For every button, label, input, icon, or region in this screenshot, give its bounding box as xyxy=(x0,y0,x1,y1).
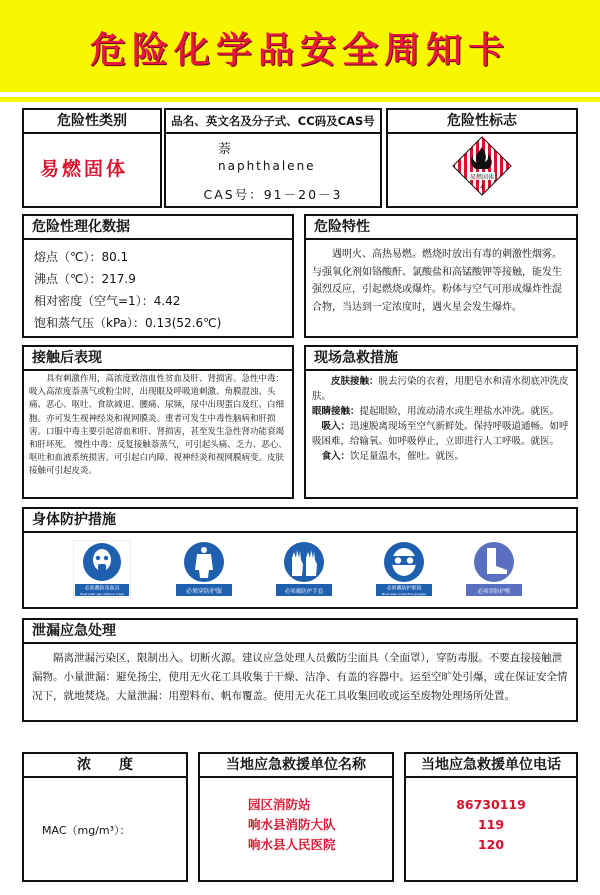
first-aid-skin-text: 脱去污染的衣着，用肥皂水和清水彻底冲洗皮肤。 xyxy=(312,376,569,402)
product-en-name: naphthalene xyxy=(218,159,316,173)
sign-class-number: 4 xyxy=(480,184,484,191)
ppe-goggles-sub: Must wear protective goggles xyxy=(381,592,427,596)
ppe-gas-mask-label: 必须戴防毒面具 xyxy=(84,585,120,592)
first-aid-title: 现场急救措施 xyxy=(306,347,576,371)
product-cn-name: 萘 xyxy=(218,142,232,157)
spill-title: 泄漏应急处理 xyxy=(24,620,576,644)
vapor-pressure: 饱和蒸气压（kPa）：0.13(52.6℃) xyxy=(34,316,222,330)
goggles-icon xyxy=(375,540,433,598)
hazard-category-title: 危险性类别 xyxy=(24,110,160,134)
protective-suit-icon xyxy=(175,540,233,598)
exposure-title: 接触后表现 xyxy=(24,347,292,371)
ppe-goggles-label: 必须戴防护眼镜 xyxy=(386,585,422,592)
first-aid-skin xyxy=(312,374,570,404)
melting-point: 熔点（℃）：80.1 xyxy=(34,250,129,264)
hazard-properties-box xyxy=(304,214,578,338)
product-box xyxy=(164,108,382,208)
first-aid-box xyxy=(304,345,578,499)
sign-text: 易燃固体 xyxy=(469,174,495,181)
relative-density: 相对密度（空气=1）：4.42 xyxy=(34,294,181,308)
rescue-unit-1: 园区消防站 xyxy=(248,797,311,812)
first-aid-ingestion-text: 饮足量温水，催吐。就医。 xyxy=(350,451,465,462)
rescue-phone-1: 86730119 xyxy=(456,797,526,812)
product-cas: CAS号：91－20－3 xyxy=(203,187,343,202)
first-aid-inhalation xyxy=(312,419,570,449)
first-aid-skin-label: 皮肤接触： xyxy=(331,376,379,387)
rescue-unit-2: 响水县消防大队 xyxy=(248,817,336,832)
ppe-protective-suit xyxy=(174,540,234,602)
hazard-properties-text: 遇明火、高热易燃。燃烧时放出有毒的刺激性烟雾。与强氧化剂如铬酸酐、氯酸盐和高锰酸钾等接触，能发生强烈反应，引起燃烧或爆炸。粉体与空气可形成爆炸性混合物，当达到一定浓度时，遇火星会发生爆炸。 xyxy=(312,249,562,313)
gas-mask-icon xyxy=(73,540,131,598)
hazard-symbol-box xyxy=(386,108,578,208)
first-aid-ingestion-label: 食入： xyxy=(321,451,351,462)
ppe-gas-mask xyxy=(72,540,132,602)
spill-text: 隔离泄漏污染区，限制出入。切断火源。建议应急处理人员戴防尘面具（全面罩），穿防毒服。不要直接接触泄漏物。小量泄漏：避免扬尘，使用无火花工具收集于干燥、洁净、有盖的容器中。运至空旷处引爆，或在保证安全情况下，就地焚烧。大量泄漏：用塑料布、帆布覆盖。使用无火花工具收集回收或运至废物处理场所处置。 xyxy=(32,652,568,702)
ppe-gas-mask-sub: Must wear gas defence mask xyxy=(80,592,124,596)
physical-data-box xyxy=(22,214,294,338)
header-divider xyxy=(0,97,600,102)
ppe-gloves xyxy=(274,540,334,602)
first-aid-eye-label: 眼睛接触： xyxy=(312,406,360,417)
boots-icon xyxy=(465,540,523,598)
gloves-icon xyxy=(275,540,333,598)
rescue-phone-3: 120 xyxy=(477,837,505,852)
hazard-category-value: 易燃固体 xyxy=(40,158,129,180)
hazard-properties-title: 危险特性 xyxy=(306,216,576,240)
ppe-boots-label: 必须穿防护鞋 xyxy=(477,589,511,595)
first-aid-ingestion xyxy=(312,449,570,464)
rescue-units-title: 当地应急救援单位名称 xyxy=(200,754,392,778)
rescue-unit-3: 响水县人民医院 xyxy=(248,837,336,852)
first-aid-inhalation-text: 迅速脱离现场至空气新鲜处。保持呼吸道通畅。如呼吸困难，给输氧。如呼吸停止，立即进行人工呼吸。就医。 xyxy=(312,421,569,447)
physical-data-title: 危险性理化数据 xyxy=(24,216,292,240)
ppe-title: 身体防护措施 xyxy=(24,509,576,533)
rescue-units-box xyxy=(198,752,394,882)
ppe-goggles xyxy=(374,540,434,602)
rescue-phone-2: 119 xyxy=(477,817,505,832)
rescue-phones-title: 当地应急救援单位电话 xyxy=(406,754,576,778)
first-aid-inhalation-label: 吸入： xyxy=(321,421,351,432)
concentration-title: 浓 度 xyxy=(24,754,186,778)
product-title: 品名、英文名及分子式、CC码及CAS号 xyxy=(166,110,380,134)
hazard-category-box xyxy=(22,108,162,208)
flammable-solid-sign xyxy=(452,136,512,196)
exposure-text: 具有刺激作用，高浓度致溶血性贫血及肝、肾损害。急性中毒：吸入高浓度萘蒸气或粉尘时，出现眼及呼吸道刺激、角膜混浊、头痛、恶心、呕吐、食欲减退、腰痛、尿频，尿中出现蛋白及红、白细胞。亦可发生视神经炎和视网膜炎。重者可发生中毒性脑病和肝损害。口服中毒主要引起溶血和肝、肾损害，甚至发生急性肾功能衰竭和肝坏死。 慢性中毒：反复接触萘蒸气，可引起头痛、乏力、恶心、呕吐和血液系统损害。可引起白内障、视神经炎和视网膜病变。皮肤接触可引起皮炎。 xyxy=(29,374,287,477)
ppe-boots xyxy=(464,540,524,602)
ppe-gloves-label: 必须戴防护手套 xyxy=(284,589,324,595)
rescue-phones-box xyxy=(404,752,578,882)
ppe-suit-label: 必须穿防护服 xyxy=(185,588,223,595)
first-aid-eye-text: 提起眼睑，用流动清水或生理盐水冲洗。就医。 xyxy=(359,406,560,417)
mac-label: MAC（mg/m³）： xyxy=(42,824,131,837)
spill-box xyxy=(22,618,578,722)
concentration-box xyxy=(22,752,188,882)
page-title: 危险化学品安全周知卡 xyxy=(89,30,510,71)
first-aid-eye xyxy=(312,404,570,419)
boiling-point: 沸点（℃）：217.9 xyxy=(34,272,136,286)
exposure-box xyxy=(22,345,294,499)
hazard-symbol-title: 危险性标志 xyxy=(388,110,576,134)
flammable-solid-diamond-icon xyxy=(452,136,512,196)
